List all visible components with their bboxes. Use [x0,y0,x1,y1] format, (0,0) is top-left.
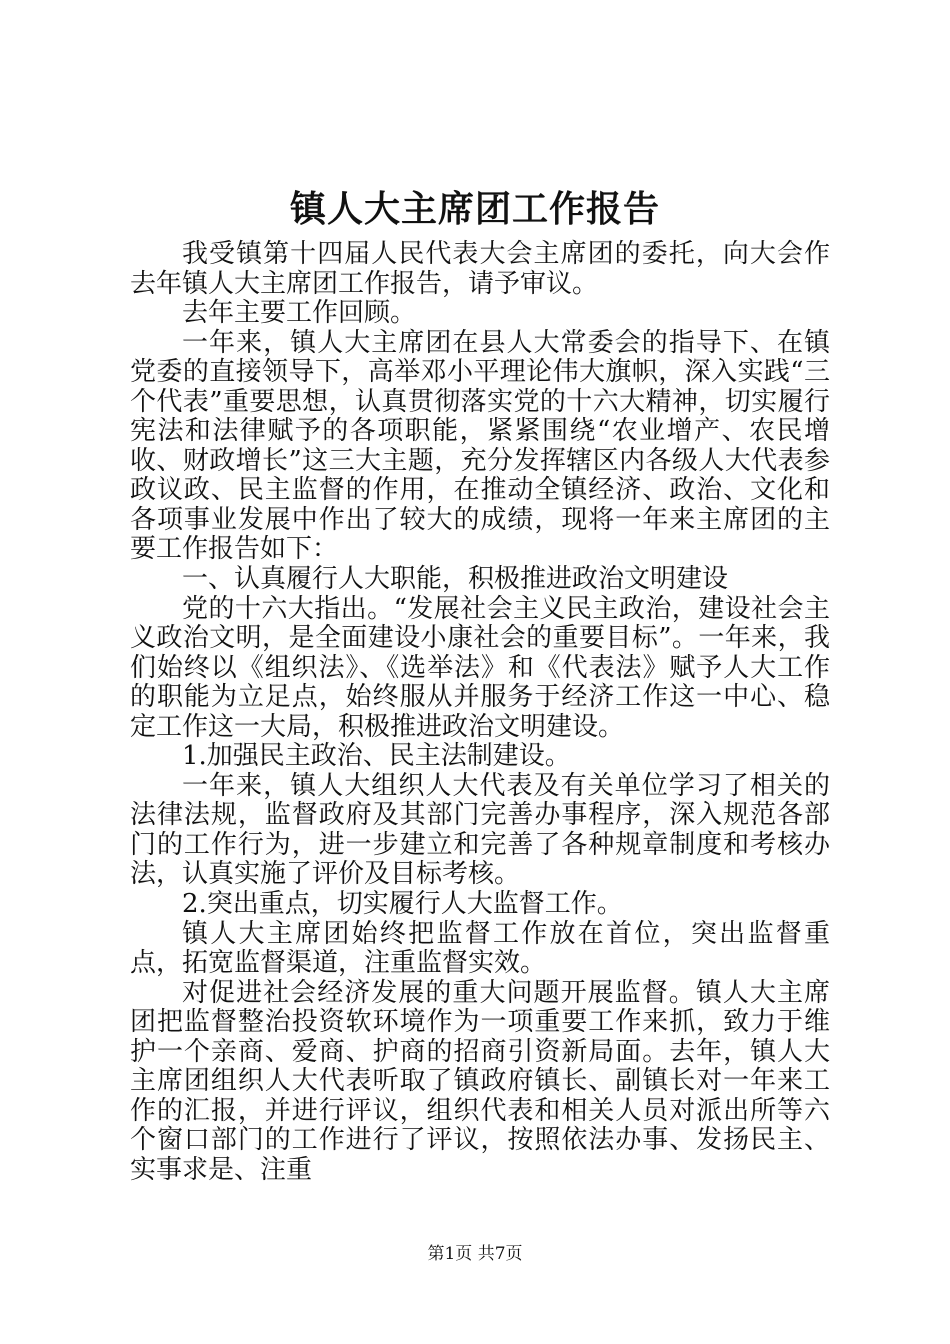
paragraph-overview: 一年来，镇人大主席团在县人大常委会的指导下、在镇党委的直接领导下，高举邓小平理论伟大旗帜，深入实践“三个代表”重要思想，认真贯彻落实党的十六大精神，切实履行宪法和法律赋予的各项职能，紧紧围绕“农业增产、农民增收、财政增长”这三大主题，充分发挥辖区内各级人大代表参政议政、民主监督的作用，在推动全镇经济、政治、文化和各项事业发展中作出了较大的成绩，现将一年来主席团的主要工作报告如下： [130,327,830,565]
paragraph-intro: 我受镇第十四届人民代表大会主席团的委托，向大会作去年镇人大主席团工作报告，请予审议。 [130,239,830,299]
document-title: 镇人大主席团工作报告 [289,188,660,230]
paragraph-review-heading: 去年主要工作回顾。 [182,298,417,329]
document-body [130,240,830,1186]
paragraph-economic-supervision: 对促进社会经济发展的重大问题开展监督。镇人大主席团把监督整治投资软环境作为一项重要工作来抓，致力于维护一个亲商、爱商、护商的招商引资新局面。去年，镇人大主席团组织人大代表听取了镇政府镇长、副镇长对一年来工作的汇报，并进行评议，组织代表和相关人员对派出所等六个窗口部门的工作进行了评议，按照依法办事、发扬民主、实事求是、注重 [130,977,830,1185]
subheading-1-1: 1.加强民主政治、民主法制建设。 [182,741,571,772]
page-indicator: 第1页 共7页 [427,1244,523,1264]
paragraph-subsection-1-1: 一年来，镇人大组织人大代表及有关单位学习了相关的法律法规，监督政府及其部门完善办事程序，深入规范各部门的工作行为，进一步建立和完善了各种规章制度和考核办法，认真实施了评价及目标考核。 [130,770,830,890]
paragraph-section-1: 党的十六大指出。“发展社会主义民主政治，建设社会主义政治文明，是全面建设小康社会的重要目标”。一年来，我们始终以《组织法》、《选举法》和《代表法》赋予人大工作的职能为立足点，始终服从并服务于经济工作这一中心、稳定工作这一大局，积极推进政治文明建设。 [130,593,830,742]
subheading-1-2: 2.突出重点，切实履行人大监督工作。 [182,889,623,920]
section-heading-1: 一、认真履行人大职能，积极推进政治文明建设 [182,564,729,595]
paragraph-supervision: 镇人大主席团始终把监督工作放在首位，突出监督重点，拓宽监督渠道，注重监督实效。 [130,918,830,979]
